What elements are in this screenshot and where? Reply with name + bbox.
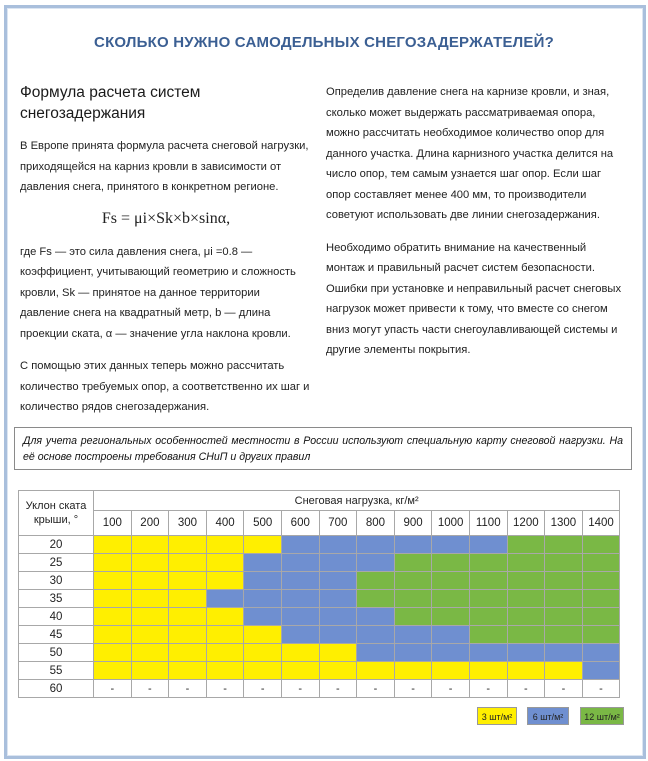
load-header-cell: 1100	[469, 511, 507, 536]
supports-paragraph: Определив давление снега на карнизе кровли, и зная, сколько может выдержать рассматриваемая опора, можно рассчитать необходимое количество опор для данного участка. Длина карнизного участка делится на число опор, тем самым узнается шаг опор. Если шаг опор составляет менее 400 мм, то производители советуют использовать две линии снегозадержания.	[326, 86, 614, 221]
load-cell	[94, 536, 132, 554]
load-cell	[169, 590, 207, 608]
slope-cell: 20	[19, 536, 94, 554]
load-cell	[432, 626, 470, 644]
load-cell	[244, 626, 282, 644]
slope-cell: 25	[19, 554, 94, 572]
load-cell	[281, 644, 319, 662]
load-cell	[169, 626, 207, 644]
load-cell	[169, 554, 207, 572]
installation-paragraph: Необходимо обратить внимание на качественный монтаж и правильный расчет систем безопасности. Ошибки при установке и неправильный расчет снеговых нагрузок может привести к тому, что вместе со снегом вниз могут упасть части снегоулавливающей системы и другие элементы покрытия.	[326, 241, 622, 356]
load-cell	[319, 536, 357, 554]
load-cell	[432, 572, 470, 590]
load-cell	[394, 626, 432, 644]
load-cell	[319, 662, 357, 680]
load-cell	[394, 608, 432, 626]
load-cell	[469, 608, 507, 626]
load-cell	[582, 572, 620, 590]
table-row	[19, 590, 620, 608]
load-cell	[394, 572, 432, 590]
load-cell	[244, 608, 282, 626]
load-cell	[244, 662, 282, 680]
load-header-cell: 1400	[582, 511, 620, 536]
load-cell	[131, 554, 169, 572]
load-cell	[394, 554, 432, 572]
load-cell	[545, 536, 583, 554]
load-cell	[206, 644, 244, 662]
table-row	[19, 536, 620, 554]
load-cell	[281, 572, 319, 590]
load-cell: -	[206, 680, 244, 698]
load-header-cell: 900	[394, 511, 432, 536]
load-cell	[131, 608, 169, 626]
load-cell: -	[582, 680, 620, 698]
load-cell	[357, 662, 395, 680]
load-cell	[244, 644, 282, 662]
intro-paragraph: В Европе принята формула расчета снеговой нагрузки, приходящейся на карниз кровли в зависимости от давления снега, принятого в конкретном регионе.	[20, 140, 309, 193]
load-cell	[319, 554, 357, 572]
load-cell	[206, 608, 244, 626]
load-header-cell: 1300	[545, 511, 583, 536]
load-cell	[432, 608, 470, 626]
load-cell: -	[131, 680, 169, 698]
load-cell	[131, 590, 169, 608]
load-cell	[357, 572, 395, 590]
load-cell	[469, 572, 507, 590]
load-cell: -	[507, 680, 545, 698]
formula-explanation: где Fs — это сила давления снега, μi =0.8 — коэффициент, учитывающий геометрию и сложность кровли, Sk — принятое на данное территории давление снега на квадратный метр, b — длина проекции ската, α — значение угла наклона кровли.	[20, 245, 296, 340]
load-cell	[507, 554, 545, 572]
slope-cell: 50	[19, 644, 94, 662]
load-cell	[394, 662, 432, 680]
load-cell	[319, 590, 357, 608]
load-cell	[582, 554, 620, 572]
load-cell	[131, 626, 169, 644]
load-header-row	[19, 511, 620, 536]
load-cell	[432, 554, 470, 572]
load-cell	[469, 536, 507, 554]
load-cell: -	[394, 680, 432, 698]
load-cell	[582, 662, 620, 680]
load-cell	[94, 662, 132, 680]
load-cell	[131, 572, 169, 590]
left-column	[20, 82, 312, 430]
table-row	[19, 554, 620, 572]
load-cell	[507, 626, 545, 644]
load-cell	[432, 590, 470, 608]
load-cell: -	[281, 680, 319, 698]
load-cell	[94, 608, 132, 626]
load-cell	[206, 554, 244, 572]
table-row	[19, 680, 620, 698]
calculation-paragraph: С помощью этих данных теперь можно рассчитать количество требуемых опор, а соответственно их шаг и количество рядов снегозадержания.	[20, 360, 310, 413]
load-cell	[206, 626, 244, 644]
section-heading: Формула расчета систем снегозадержания	[20, 84, 201, 122]
load-cell	[432, 536, 470, 554]
load-cell	[169, 644, 207, 662]
load-cell	[469, 590, 507, 608]
load-cell	[244, 590, 282, 608]
table-row	[19, 608, 620, 626]
load-header-cell: 600	[281, 511, 319, 536]
legend-12-per-m2: 12 шт/м²	[580, 707, 624, 725]
load-cell	[469, 626, 507, 644]
load-cell	[94, 644, 132, 662]
load-cell	[394, 536, 432, 554]
load-cell	[281, 608, 319, 626]
load-header-cell: 400	[206, 511, 244, 536]
load-cell	[582, 626, 620, 644]
slope-cell: 45	[19, 626, 94, 644]
load-cell	[432, 644, 470, 662]
load-cell	[281, 590, 319, 608]
load-header-cell: 300	[169, 511, 207, 536]
load-cell	[319, 626, 357, 644]
load-cell	[94, 590, 132, 608]
load-cell	[582, 608, 620, 626]
load-cell	[507, 644, 545, 662]
snow-load-formula: Fs = μi×Sk×b×sinα,	[101, 209, 231, 227]
load-cell	[545, 608, 583, 626]
load-cell	[469, 554, 507, 572]
load-cell	[169, 608, 207, 626]
load-cell	[244, 536, 282, 554]
load-header-cell: 700	[319, 511, 357, 536]
load-cell	[94, 554, 132, 572]
load-cell	[281, 662, 319, 680]
load-cell: -	[469, 680, 507, 698]
load-cell	[582, 644, 620, 662]
load-header-cell: 1000	[432, 511, 470, 536]
load-cell	[432, 662, 470, 680]
table-row	[19, 644, 620, 662]
load-group-header: Снеговая нагрузка, кг/м²	[94, 491, 620, 511]
load-cell	[244, 554, 282, 572]
load-cell	[507, 590, 545, 608]
load-cell	[281, 626, 319, 644]
load-cell	[319, 644, 357, 662]
load-cell	[357, 554, 395, 572]
load-cell	[357, 626, 395, 644]
load-cell	[244, 572, 282, 590]
table-row	[19, 662, 620, 680]
load-cell	[507, 536, 545, 554]
load-cell	[319, 572, 357, 590]
load-cell	[206, 536, 244, 554]
load-cell: -	[169, 680, 207, 698]
snow-guard-table	[18, 490, 620, 698]
load-header-cell: 500	[244, 511, 282, 536]
load-cell: -	[357, 680, 395, 698]
load-cell	[545, 644, 583, 662]
load-cell	[357, 608, 395, 626]
load-cell: -	[432, 680, 470, 698]
load-cell	[319, 608, 357, 626]
load-cell	[582, 590, 620, 608]
table-row	[19, 626, 620, 644]
load-cell	[545, 572, 583, 590]
load-cell	[582, 536, 620, 554]
load-cell	[94, 626, 132, 644]
load-cell	[469, 662, 507, 680]
load-cell	[357, 590, 395, 608]
snip-note: Для учета региональных особенностей местности в России используют специальную карту снеговой нагрузки. На её основе построены требования СНиП и других правил	[14, 427, 632, 470]
load-cell	[131, 662, 169, 680]
load-cell	[545, 662, 583, 680]
load-header-cell: 800	[357, 511, 395, 536]
load-cell	[169, 536, 207, 554]
slope-cell: 35	[19, 590, 94, 608]
load-cell: -	[319, 680, 357, 698]
load-cell	[357, 536, 395, 554]
load-header-cell: 200	[131, 511, 169, 536]
legend-6-per-m2: 6 шт/м²	[527, 707, 569, 725]
load-cell	[94, 572, 132, 590]
load-cell	[469, 644, 507, 662]
legend-3-per-m2: 3 шт/м²	[477, 707, 517, 725]
load-cell	[169, 662, 207, 680]
load-cell	[131, 536, 169, 554]
load-cell	[169, 572, 207, 590]
load-header-cell: 1200	[507, 511, 545, 536]
load-cell	[206, 662, 244, 680]
load-header-cell: 100	[94, 511, 132, 536]
load-cell	[507, 608, 545, 626]
load-cell	[394, 590, 432, 608]
load-cell	[281, 536, 319, 554]
load-cell: -	[94, 680, 132, 698]
right-column	[326, 82, 622, 373]
load-cell	[507, 572, 545, 590]
load-cell	[507, 662, 545, 680]
load-cell: -	[244, 680, 282, 698]
slope-cell: 30	[19, 572, 94, 590]
load-cell	[545, 590, 583, 608]
slope-column-header: Уклон ската крыши, °	[19, 491, 94, 536]
slope-cell: 60	[19, 680, 94, 698]
table-row	[19, 572, 620, 590]
page-title: СКОЛЬКО НУЖНО САМОДЕЛЬНЫХ СНЕГОЗАДЕРЖАТЕЛЕЙ?	[94, 34, 554, 51]
load-cell	[545, 554, 583, 572]
slope-cell: 55	[19, 662, 94, 680]
load-cell: -	[545, 680, 583, 698]
load-cell	[545, 626, 583, 644]
load-cell	[206, 572, 244, 590]
table-body	[19, 536, 620, 698]
load-cell	[206, 590, 244, 608]
load-cell	[357, 644, 395, 662]
load-cell	[394, 644, 432, 662]
slope-cell: 40	[19, 608, 94, 626]
load-cell	[281, 554, 319, 572]
load-cell	[131, 644, 169, 662]
